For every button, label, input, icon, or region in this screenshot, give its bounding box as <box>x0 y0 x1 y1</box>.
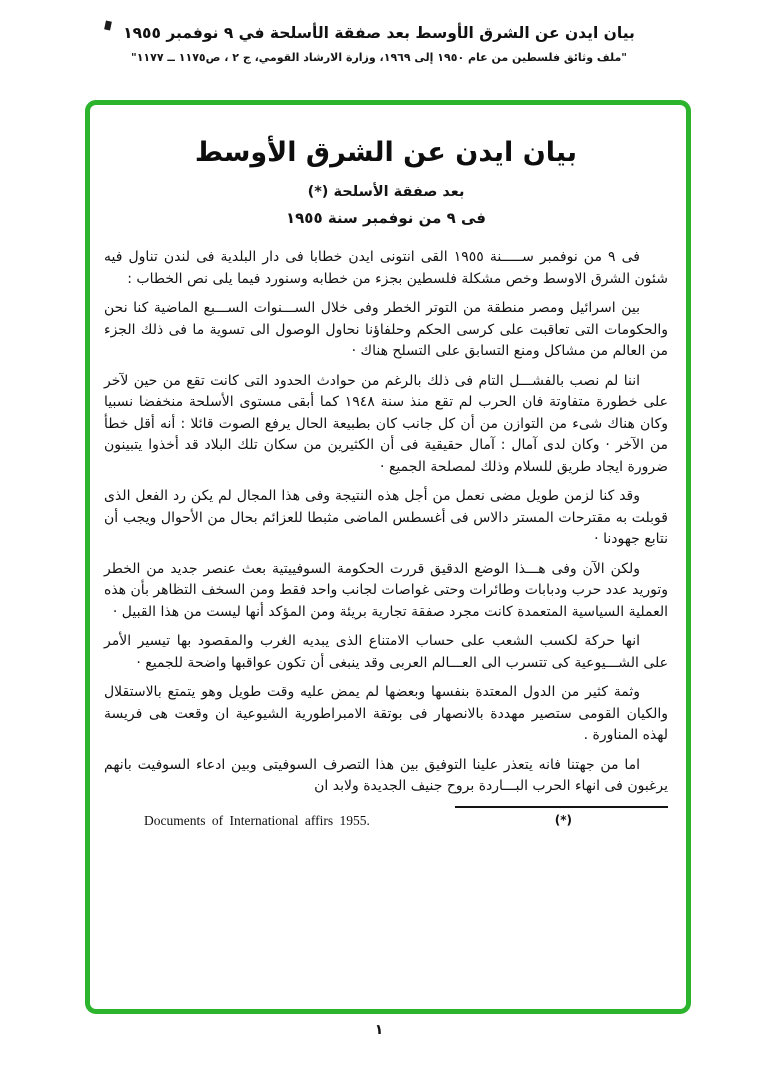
footnote-marker: (*) <box>554 812 572 827</box>
document-body <box>104 247 668 798</box>
paragraph: ولكن الآن وفى هـــذا الوضع الدقيق قررت الحكومة السوفييتية بعث عنصر جديد من الخطر وتوريد عدد حرب ودبابات وطائرات وحتى غواصات لجانب واحد فقط ومن السخف التظاهر بأن هذه العملية السياسية المتعمدة كانت مجرد صفقة تجارية بريئة ومن المؤكد أنها ليست من هذا القبيل · <box>104 560 668 620</box>
document-frame <box>85 100 691 1014</box>
paragraph: وقد كنا لزمن طويل مضى نعمل من أجل هذه النتيجة وفى هذا المجال لم يكن رد الفعل الذى قوبلت به مقترحات المستر دالاس فى أغسطس الماضى مثبطا للعزائم بحال من الأحوال ويجب أن نتابع جهودنا · <box>104 488 668 547</box>
document-title: بيان ايدن عن الشرق الأوسط <box>194 137 578 168</box>
footnote-row <box>104 813 668 829</box>
footnote-text: Documents of International affirs 1955. <box>144 812 370 828</box>
document-content <box>90 105 686 1009</box>
paragraph: انها حركة لكسب الشعب على حساب الامتناع الذى يبديه الغرب والمقصود بها تيسير الأمر على الشـــيوعية كى تتسرب الى العـــالم العربى وقد ينبغى أن تكون عواقبها واضحة للجميع · <box>104 633 668 671</box>
document-title-block <box>104 137 668 227</box>
paragraph: اننا لم نصب بالفشـــل التام فى ذلك بالرغم من حوادث الحدود التى كانت تقع من حين لآخر على خطورة متفاوتة فان الحرب لم تقع منذ سنة ١٩٤٨ كما أبقى مستوى الأسلحة منخفضا نسبيا وكان هناك شىء من التوازن من أن كل جانب كان بطبيعة الحال يرفع الصوت قائلا : أنه أقل خطأ من الآخر · وكان لدى آمال : آمال حقيقية فى أن الكثيرين من سكان تلك البلاد قد أخذوا يتبينون ضرورة ايجاد طريق للسلام وذلك لمصلحة الجميع · <box>104 372 668 475</box>
footnote-separator <box>455 806 668 808</box>
paragraph: بين اسرائيل ومصر منطقة من التوتر الخطر وفى خلال الســـنوات الســـبع الماضية كنا نحن والحكومات التى تعاقبت على كرسى الحكم وحلفاؤنا نحاول الوصول الى تسوية ما فى ذلك الجزء من العالم من مشاكل ومنع التسابق على التسلح هناك · <box>104 300 668 359</box>
paragraph: فى ٩ من نوفمبر ســـــنة ١٩٥٥ القى انتونى ايدن خطابا فى دار البلدية فى لندن تناول فيه شئون الشرق الاوسط وخص مشكلة فلسطين بجزء من خطابه وسنورد فيما يلى نص الخطاب : <box>104 249 668 287</box>
header-title: بيان ايدن عن الشرق الأوسط بعد صفقة الأسلحة في ٩ نوفمبر ١٩٥٥ <box>123 24 635 42</box>
document-date-line: فى ٩ من نوفمبر سنة ١٩٥٥ <box>285 209 487 227</box>
page-header <box>0 24 758 64</box>
page-number: ١ <box>374 1022 384 1038</box>
document-subtitle: بعد صفقة الأسلحة (*) <box>307 184 465 200</box>
footnote <box>104 806 668 829</box>
paragraph: اما من جهتنا فانه يتعذر علينا التوفيق بين هذا التصرف السوفيتى وبين ادعاء السوفيت بانهم يرغبون فى انهاء الحرب البـــاردة بروح جنيف الجديدة ولابد ان <box>104 756 668 794</box>
paragraph: وثمة كثير من الدول المعتدة بنفسها وبعضها لم يمض عليه وقت طويل وهو يتمتع بالاستقلال والكيان القومى ستصير مهددة بالانصهار فى بوتقة الامبراطورية الشيوعية ان وقعت هى فريسة لهذه المناورة . <box>104 684 668 743</box>
header-source-citation: "ملف وثائق فلسطين من عام ١٩٥٠ إلى ١٩٦٩، وزارة الارشاد القومي، ج ٢ ، ص١١٧٥ ــ ١١٧٧" <box>130 51 627 64</box>
